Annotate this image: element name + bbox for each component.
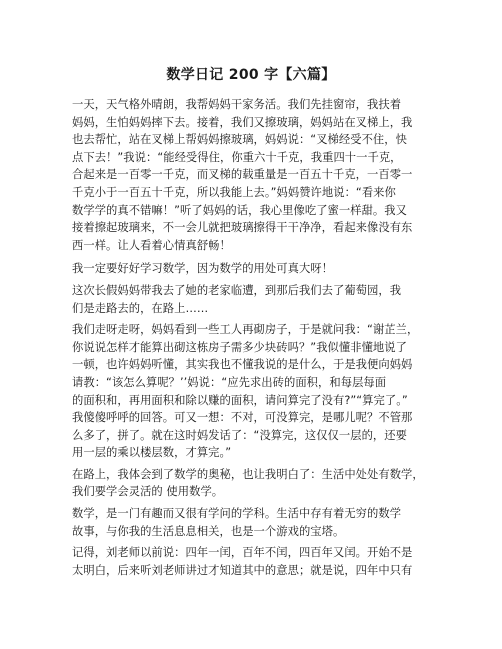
text-line: 这次长假妈妈带我去了她的老家临遭，到那后我们去了葡萄园，我 — [72, 283, 402, 297]
text-line: 我一定要好好学习数学，因为数学的用处可真大呀！ — [72, 262, 333, 276]
text-line: 一顿，也许妈妈听懂，其实我也不懂我说的是什么，于是我便向妈妈 — [72, 358, 413, 372]
text-line: 我们要学会灵活的 使用数学。 — [72, 485, 224, 499]
text-line: 合起来是一百零一千克，而叉梯的载重量是一百五十千克，一百零一 — [72, 168, 413, 182]
text-line: 一天，天气格外晴朗，我帮妈妈干家务活。我们先挂窗帘，我扶着 — [72, 98, 402, 111]
text-line: 请教：“该怎么算呢？’’妈说：“应先求出砖的面积，和每层每面 — [72, 375, 387, 389]
text-line: 数学，是一门有趣而又很有学问的学科。生活中存有着无穷的数学 — [72, 507, 402, 521]
text-line: 太明白，后来听刘老师讲过才知道其中的意思；就是说，四年中只有 — [72, 563, 413, 577]
text-line: 点下去！”我说：“能经受得住，你重六十千克，我重四十一千克， — [72, 150, 402, 164]
paragraph-5 — [72, 466, 432, 501]
text-line: 们是走路去的，在路上…… — [72, 301, 209, 315]
paragraph-1 — [72, 96, 432, 254]
text-line: 数学学的真不错嘛！”听了妈妈的话，我心里像吃了蜜一样甜。我又 — [72, 203, 407, 217]
paragraph-3 — [72, 282, 432, 317]
document-body — [72, 96, 432, 579]
text-line: 千克小于一百五十千克，所以我能上去。”妈妈赞许地说：“看来你 — [72, 185, 396, 199]
text-line: 你说说怎样才能算出砌这栋房子需多少块砖吗？”我似懂非懂地说了 — [72, 340, 407, 354]
text-line: 也去帮忙，站在叉梯上帮妈妈擦玻璃，妈妈说：“叉梯经受不住，快 — [72, 133, 407, 147]
document-title: 数学日记 200 字【六篇】 — [166, 67, 336, 83]
text-line: 故事，与你我的生活息息相关，也是一个游戏的宝塔。 — [72, 524, 345, 538]
text-line: 接着擦起玻璃来，不一会儿就把玻璃擦得干干净净，看起来像没有东 — [72, 221, 413, 235]
text-line: 我傻傻呼呼的回答。可又一想：不对，可没算完，是哪儿呢？不管那 — [72, 411, 413, 425]
paragraph-7 — [72, 544, 432, 579]
text-line: 么多了，拼了。就在这时妈发话了：“没算完，这仅仅一层的，还要 — [72, 428, 407, 442]
paragraph-2 — [72, 260, 432, 278]
text-line: 妈妈，生怕妈妈摔下去。接着，我们又擦玻璃，妈妈站在叉梯上，我 — [72, 115, 413, 129]
text-line: 记得，刘老师以前说：四年一闰，百年不闰，四百年又闰。开始不是 — [72, 546, 413, 560]
text-line: 用一层的乘以楼层数，才算完。” — [72, 446, 232, 460]
paragraph-4 — [72, 321, 432, 462]
text-line: 在路上，我体会到了数学的奥秘，也让我明白了：生活中处处有数学， — [72, 467, 424, 481]
text-line: 的面积和，再用面积和除以赚的面积，请问算完了没有?”“算完了。” — [72, 393, 408, 407]
paragraph-6 — [72, 505, 432, 540]
text-line: 我们走呀走呀，妈妈看到一些工人再砌房子，于是就问我：“谢芷兰， — [72, 323, 419, 337]
text-line: 西一样。让人看着心情真舒畅！ — [72, 238, 231, 252]
